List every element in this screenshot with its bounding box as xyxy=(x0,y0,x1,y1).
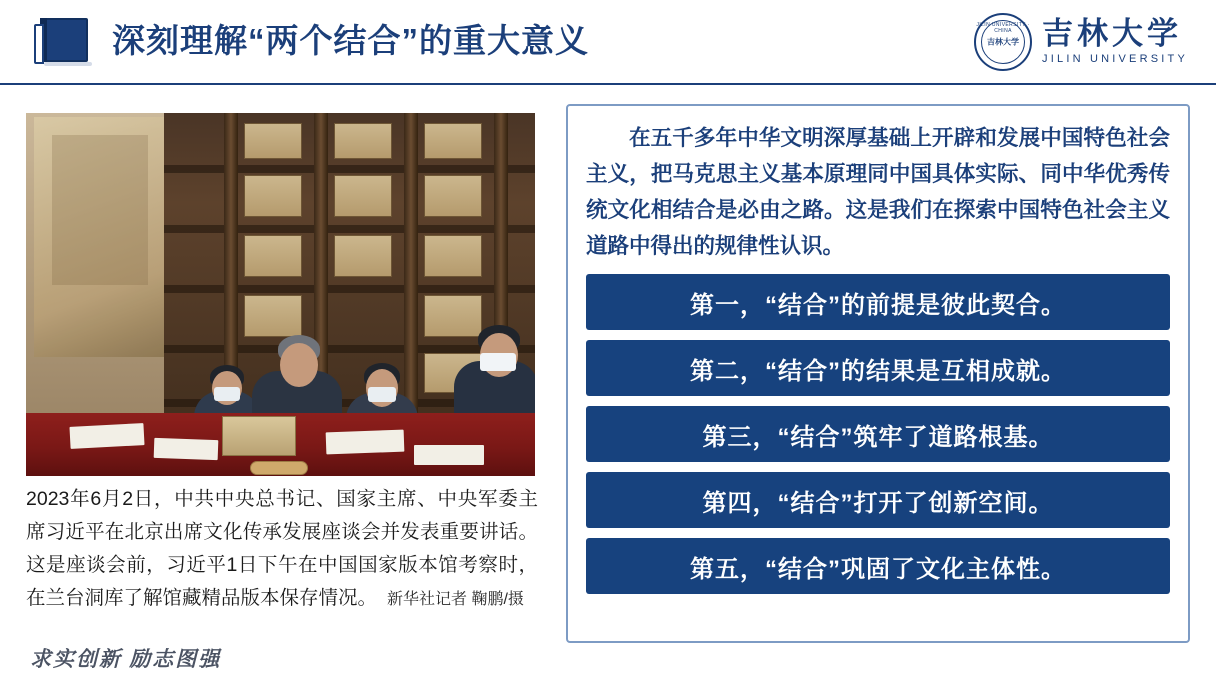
point-bar-1: 第一，“结合”的前提是彼此契合。 xyxy=(586,274,1170,330)
book-icon xyxy=(34,18,94,66)
seal-arc-text: JILIN UNIVERSITY · CHINA xyxy=(976,22,1030,34)
point-bar-2: 第二，“结合”的结果是互相成就。 xyxy=(586,340,1170,396)
university-name-cn: 吉林大学 xyxy=(1042,16,1183,51)
university-logo xyxy=(974,12,1188,72)
slide-header xyxy=(0,0,1216,84)
university-name-en: JILIN UNIVERSITY xyxy=(1042,53,1188,65)
caption-text: 2023年6月2日，中共中央总书记、国家主席、中央军委主席习近平在北京出席文化传承发展座谈会并发表重要讲话。这是座谈会前，习近平1日下午在中国国家版本馆考察时，在兰台洞库了解馆藏精品版本保存情况。 xyxy=(26,488,538,609)
school-motto: 求实创新 励志图强 xyxy=(30,647,222,671)
university-names xyxy=(1042,17,1188,67)
news-photo xyxy=(26,113,535,476)
panel-lead-paragraph: 在五千多年中华文明深厚基础上开辟和发展中国特色社会主义，把马克思主义基本原理同中国具体实际、同中华优秀传统文化相结合是必由之路。这是我们在探索中国特色社会主义道路中得出的规律性认识。 xyxy=(586,126,1170,258)
header-divider xyxy=(0,83,1216,85)
point-bar-5: 第五，“结合”巩固了文化主体性。 xyxy=(586,538,1170,594)
point-bar-4: 第四，“结合”打开了创新空间。 xyxy=(586,472,1170,528)
page-title: 深刻理解“两个结合”的重大意义 xyxy=(112,22,589,59)
point-bar-3: 第三，“结合”筑牢了道路根基。 xyxy=(586,406,1170,462)
seal-center-text: 吉林大学 xyxy=(987,37,1020,47)
photo-caption xyxy=(26,483,538,616)
university-seal-icon xyxy=(974,13,1032,71)
content-panel xyxy=(566,104,1190,643)
caption-credit: 新华社记者 鞠鹏/摄 xyxy=(387,591,524,608)
